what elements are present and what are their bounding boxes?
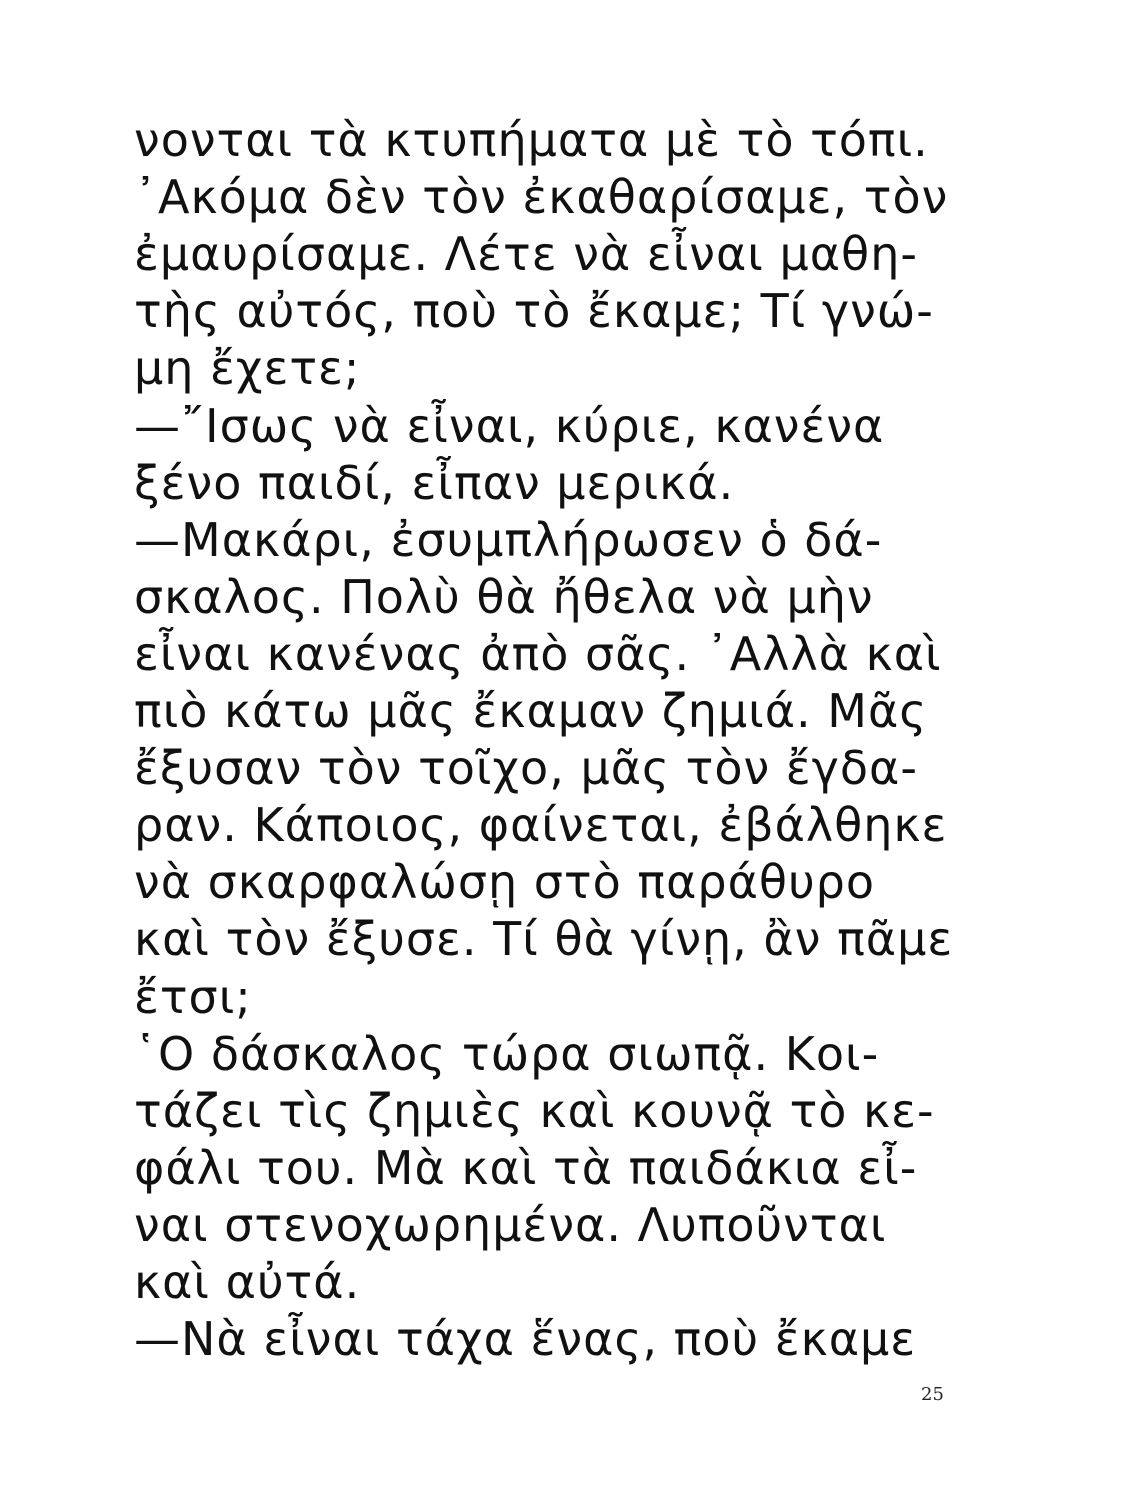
text-line: ραν. Κάποιος, φαίνεται, ἐβάλθηκε: [134, 798, 948, 852]
text-line: ξένο παιδί, εἶπαν μερικά.: [134, 456, 735, 510]
text-line: —῎Ισως νὰ εἶναι, κύριε, κανένα: [134, 399, 885, 453]
text-line: φάλι του. Μὰ καὶ τὰ παιδάκια εἶ-: [134, 1141, 918, 1195]
text-line: ῾Ο δάσκαλος τώρα σιωπᾷ. Κοι-: [134, 1027, 880, 1081]
text-line: ἐμαυρίσαμε. Λέτε νὰ εἶναι μαθη-: [134, 227, 918, 281]
text-line: μη ἔχετε;: [134, 341, 361, 395]
text-line: καὶ αὐτά.: [134, 1255, 361, 1309]
text-line: πιὸ κάτω μᾶς ἔκαμαν ζημιά. Μᾶς: [134, 684, 928, 738]
text-line: ναι στενοχωρημένα. Λυποῦνται: [134, 1198, 887, 1252]
text-line: σκαλος. Πολὺ θὰ ἤθελα νὰ μὴν: [134, 570, 874, 624]
page-number: 25: [921, 1384, 944, 1405]
text-line: νὰ σκαρφαλώσῃ στὸ παράθυρο: [134, 855, 876, 909]
text-line: ἔξυσαν τὸν τοῖχο, μᾶς τὸν ἔγδα-: [134, 741, 918, 795]
text-line: τὴς αὐτός, ποὺ τὸ ἔκαμε; Τί γνώ-: [134, 284, 934, 338]
text-line: τάζει τὶς ζημιὲς καὶ κουνᾷ τὸ κε-: [134, 1084, 935, 1138]
text-line: ᾿Ακόμα δὲν τὸν ἐκαθαρίσαμε, τὸν: [134, 170, 949, 224]
text-line: εἶναι κανένας ἀπὸ σᾶς. ᾿Αλλὰ καὶ: [134, 627, 942, 681]
text-line: ἔτσι;: [134, 970, 252, 1024]
text-line: —Μακάρι, ἐσυμπλήρωσεν ὁ δά-: [134, 513, 883, 567]
text-line: καὶ τὸν ἔξυσε. Τί θὰ γίνῃ, ἂν πᾶμε: [134, 912, 954, 966]
text-line: —Νὰ εἶναι τάχα ἕνας, ποὺ ἔκαμε: [134, 1312, 917, 1366]
text-line: νονται τὰ κτυπήματα μὲ τὸ τόπι.: [134, 113, 929, 167]
